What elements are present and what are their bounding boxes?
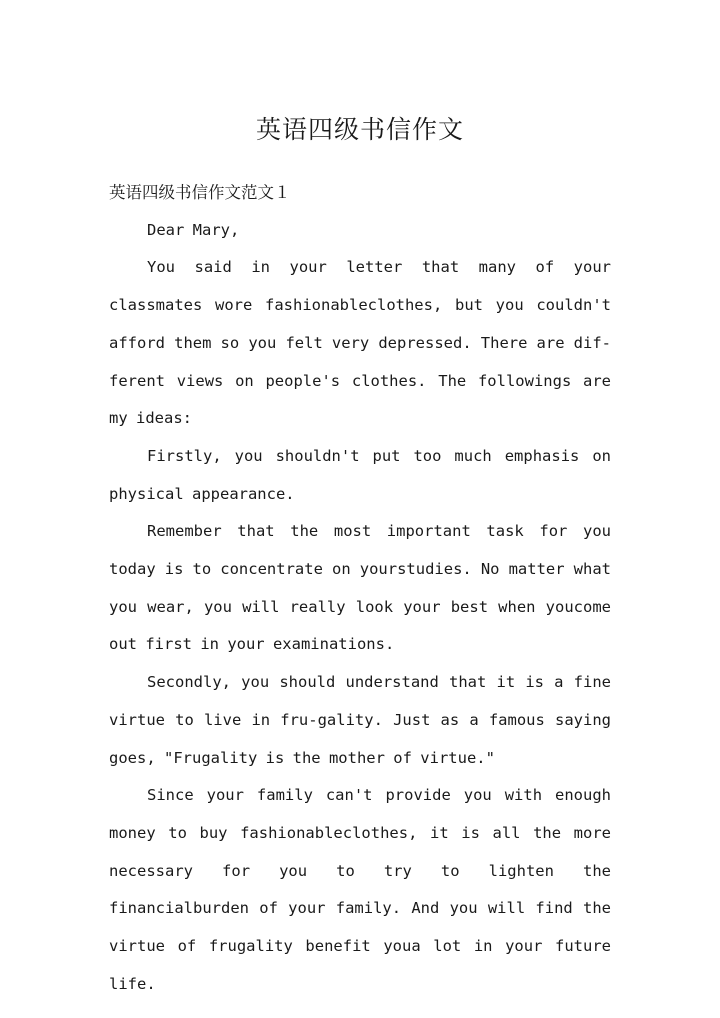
paragraph-since: Since your family can't provide you with enough money to buy fashionableclothes, it is all the more necessary for you to try to lighten the financialburden of your family. And you will find the virtue of frugality benefit youa lot in your future life. (109, 786, 611, 993)
paragraph-remember: Remember that the most important task for you today is to concentrate on yourstudies. No matter what you wear, you will really look your best when youcome out first in your examinations. (109, 522, 611, 654)
salutation: Dear Mary, (147, 220, 240, 239)
paragraph-intro: You said in your letter that many of your classmates wore fashionableclothes, but you couldn't afford them so you felt very depressed. There are dif-ferent views on people's clothes. The followings are my ideas: (109, 258, 611, 428)
document-title: 英语四级书信作文 (255, 115, 464, 144)
paragraph-secondly: Secondly, you should understand that it is a fine virtue to live in fru-gality. Just as a famous saying goes, "Frugality is the mother of virtue." (109, 673, 611, 767)
section-heading: 英语四级书信作文范文１ (109, 183, 291, 202)
document-body (109, 174, 611, 1003)
paragraph-firstly: Firstly, you shouldn't put too much emphasis on physical appearance. (109, 446, 611, 503)
